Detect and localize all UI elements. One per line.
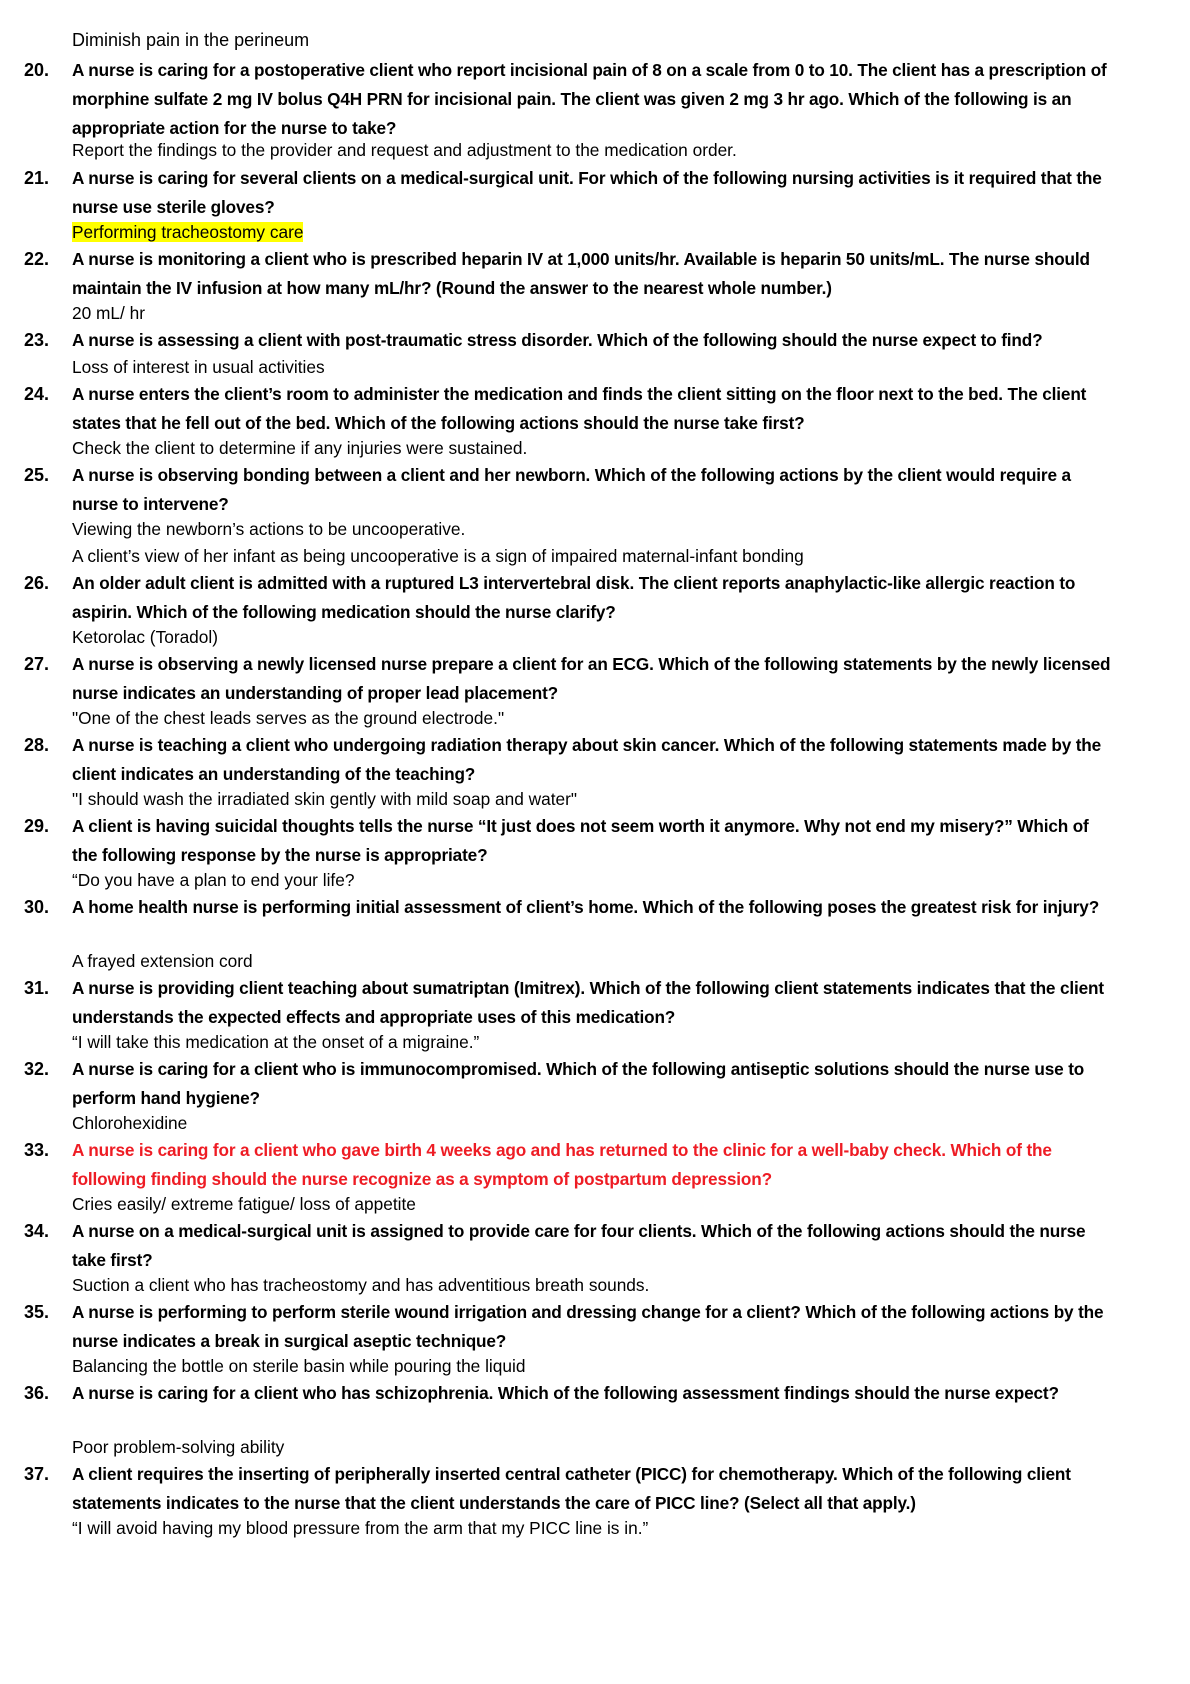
question-text: A nurse is monitoring a client who is prescribed heparin IV at 1,000 units/hr. Available is heparin 50 units/mL. The nurse should maintain the IV infusion at how many mL/hr? (Round the answer to the nearest whole number.) bbox=[72, 249, 1090, 298]
question-number: 23. bbox=[24, 330, 50, 350]
answer-31: “I will take this medication at the onset of a migraine.” bbox=[72, 1032, 480, 1052]
question-text: A nurse is caring for a client who has schizophrenia. Which of the following assessment findings should the nurse expect? bbox=[72, 1383, 1059, 1403]
question-number: 26. bbox=[24, 573, 50, 593]
question-text: A home health nurse is performing initial assessment of client’s home. Which of the following poses the greatest risk for injury? bbox=[72, 897, 1100, 917]
question-number: 25. bbox=[24, 465, 50, 485]
answer-37: “I will avoid having my blood pressure from the arm that my PICC line is in.” bbox=[72, 1518, 649, 1538]
question-number: 35. bbox=[24, 1302, 50, 1322]
question-text: A nurse is teaching a client who undergoing radiation therapy about skin cancer. Which of the following statements made by the client indicates an understanding of the teaching? bbox=[72, 735, 1102, 784]
question-number: 24. bbox=[24, 384, 50, 404]
answer-34: Suction a client who has tracheostomy and has adventitious breath sounds. bbox=[72, 1275, 650, 1295]
answer-24: Check the client to determine if any injuries were sustained. bbox=[72, 438, 528, 458]
question-number: 27. bbox=[24, 654, 50, 674]
question-number: 32. bbox=[24, 1059, 50, 1079]
question-text: A nurse is observing a newly licensed nurse prepare a client for an ECG. Which of the following statements by the newly licensed nurse indicates an understanding of proper lead placement? bbox=[72, 654, 1111, 703]
answer-29: “Do you have a plan to end your life? bbox=[72, 870, 355, 890]
answer-33: Cries easily/ extreme fatigue/ loss of appetite bbox=[72, 1194, 416, 1214]
answer-30: A frayed extension cord bbox=[72, 951, 253, 971]
question-text: A nurse is assessing a client with post-traumatic stress disorder. Which of the following should the nurse expect to find? bbox=[72, 330, 1043, 350]
answer-27: "One of the chest leads serves as the ground electrode." bbox=[72, 708, 505, 728]
question-text: An older adult client is admitted with a ruptured L3 intervertebral disk. The client reports anaphylactic-like allergic reaction to aspirin. Which of the following medication should the nurse clarify? bbox=[72, 573, 1076, 622]
question-text: A client requires the inserting of peripherally inserted central catheter (PICC) for chemotherapy. Which of the following client statements indicates to the nurse that the client understands the care of PICC line? (Select all that apply.) bbox=[72, 1464, 1071, 1513]
question-number: 21. bbox=[24, 168, 50, 188]
answer-28: "I should wash the irradiated skin gently with mild soap and water" bbox=[72, 789, 578, 809]
answer-32: Chlorohexidine bbox=[72, 1113, 188, 1133]
question-number: 20. bbox=[24, 60, 50, 80]
answer-22: 20 mL/ hr bbox=[72, 303, 145, 323]
highlighted-answer: Performing tracheostomy care bbox=[72, 222, 304, 242]
question-number: 28. bbox=[24, 735, 50, 755]
answer-35: Balancing the bottle on sterile basin while pouring the liquid bbox=[72, 1356, 526, 1376]
answer-25-rationale: A client’s view of her infant as being uncooperative is a sign of impaired maternal-infant bonding bbox=[72, 546, 804, 566]
answer-26: Ketorolac (Toradol) bbox=[72, 627, 218, 647]
question-number: 30. bbox=[24, 897, 50, 917]
question-number: 34. bbox=[24, 1221, 50, 1241]
question-number: 33. bbox=[24, 1140, 50, 1160]
answer-20: Report the findings to the provider and request and adjustment to the medication order. bbox=[72, 140, 737, 160]
answer-23: Loss of interest in usual activities bbox=[72, 357, 325, 377]
question-text: A nurse is providing client teaching about sumatriptan (Imitrex). Which of the following client statements indicates that the client understands the expected effects and appropriate uses of this medication? bbox=[72, 978, 1104, 1027]
answer-25: Viewing the newborn’s actions to be uncooperative. bbox=[72, 519, 466, 539]
question-text: A client is having suicidal thoughts tells the nurse “It just does not seem worth it anymore. Why not end my misery?” Which of the following response by the nurse is appropriate? bbox=[72, 816, 1089, 865]
question-text: A nurse is caring for several clients on a medical-surgical unit. For which of the following nursing activities is it required that the nurse use sterile gloves? bbox=[72, 168, 1102, 217]
question-number: 29. bbox=[24, 816, 50, 836]
question-text: A nurse is observing bonding between a client and her newborn. Which of the following actions by the client would require a nurse to intervene? bbox=[72, 465, 1071, 514]
question-text: A nurse is caring for a client who is immunocompromised. Which of the following antiseptic solutions should the nurse use to perform hand hygiene? bbox=[72, 1059, 1085, 1108]
question-text: A nurse is caring for a postoperative client who report incisional pain of 8 on a scale from 0 to 10. The client has a prescription of morphine sulfate 2 mg IV bolus Q4H PRN for incisional pain. The client was given 2 mg 3 hr ago. Which of the following is an appropriate action for the nurse to take? bbox=[72, 60, 1107, 138]
question-text: A nurse is performing to perform sterile wound irrigation and dressing change for a client? Which of the following actions by the nurse indicates a break in surgical aseptic technique? bbox=[72, 1302, 1104, 1351]
question-number: 31. bbox=[24, 978, 50, 998]
question-text: A nurse enters the client’s room to administer the medication and finds the client sitting on the floor next to the bed. The client states that he fell out of the bed. Which of the following actions should the nurse take first? bbox=[72, 384, 1087, 433]
answer-21 bbox=[72, 218, 303, 247]
question-number: 37. bbox=[24, 1464, 50, 1484]
answer-36: Poor problem-solving ability bbox=[72, 1437, 285, 1457]
question-number: 36. bbox=[24, 1383, 50, 1403]
question-text: A nurse on a medical-surgical unit is assigned to provide care for four clients. Which of the following actions should the nurse take first? bbox=[72, 1221, 1086, 1270]
answer-19: Diminish pain in the perineum bbox=[72, 30, 310, 50]
question-number: 22. bbox=[24, 249, 50, 269]
question-text-red: A nurse is caring for a client who gave birth 4 weeks ago and has returned to the clinic for a well-baby check. Which of the following finding should the nurse recognize as a symptom of postpartum depression? bbox=[72, 1140, 1052, 1189]
